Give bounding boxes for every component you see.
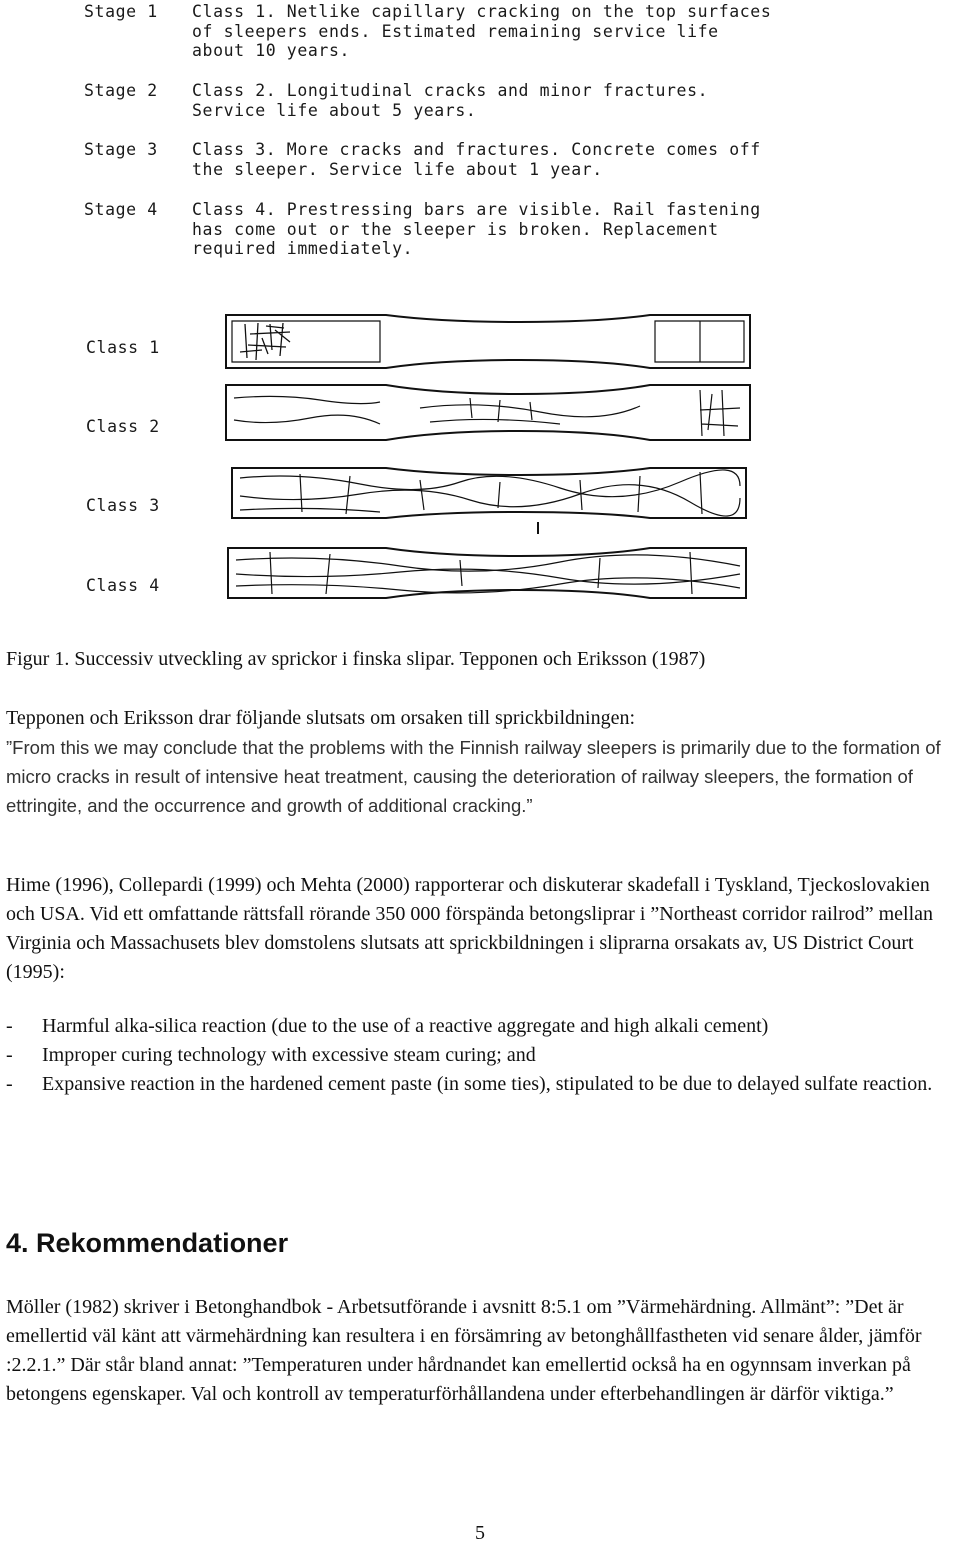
paragraph-case-reports: Hime (1996), Collepardi (1999) och Mehta (2000) rapporterar och diskuterar skadefall i Tyskland, Tjeckoslovakien och USA. Vid ett omfattande rättsfall rörande 350 000 förspända betongsliprar i ”Northeast corridor railrod” mellan Virginia och Massachusets blev domstolens slutsats att sprickbildningen i sliprarna orsakats av, US District Court (1995):	[6, 874, 934, 983]
stage-label: Stage 4	[84, 200, 158, 219]
stage-label: Stage 1	[84, 2, 158, 21]
class-label: Class 3	[86, 496, 160, 515]
cause-list	[6, 1012, 956, 1099]
stage-description: Class 4. Prestressing bars are visible. Rail fastening has come out or the sleeper is broken. Replacement required immediately.	[192, 200, 761, 258]
class-label: Class 4	[86, 576, 160, 595]
list-item-text: Expansive reaction in the hardened cement paste (in some ties), stipulated to be due to delayed sulfate reaction.	[42, 1073, 933, 1095]
stage-description: Class 1. Netlike capillary cracking on the top surfaces of sleepers ends. Estimated remaining service life about 10 years.	[192, 2, 772, 60]
english-quote: ”From this we may conclude that the problems with the Finnish railway sleepers is primarily due to the formation of micro cracks in result of intensive heat treatment, causing the deterioration of railway sleepers, the formation of ettringite, and the occurrence and growth of additional cracking.”	[6, 737, 941, 816]
stage-description: Class 2. Longitudinal cracks and minor fractures. Service life about 5 years.	[192, 81, 709, 120]
list-item	[6, 1041, 956, 1070]
paragraph-conclusion	[6, 704, 956, 820]
page-number: 5	[475, 1522, 485, 1544]
figure-caption: Figur 1. Successiv utveckling av sprickor i finska slipar. Tepponen och Eriksson (1987)	[6, 648, 706, 670]
sleeper-class-4	[228, 548, 746, 598]
section-heading: 4. Rekommendationer	[6, 1228, 289, 1258]
sleeper-sketches	[0, 290, 960, 620]
class-label: Class 1	[86, 338, 160, 357]
paragraph-recommendations: Möller (1982) skriver i Betonghandbok - Arbetsutförande i avsnitt 8:5.1 om ”Värmehärdning. Allmänt”: ”Det är emellertid väl känt att värmehärdning kan resultera i en försämring av betonghållfastheten vid senare ålder, jämför :2.2.1.” Där står bland annat: ”Temperaturen under hårdnandet kan emellertid också ha en ogynnsam inverkan på betongens egenskaper. Val och kontroll av temperaturförhållandena under efterbehandlingen är därför viktiga.”	[6, 1296, 922, 1405]
list-marker: -	[6, 1073, 13, 1095]
list-marker: -	[6, 1015, 13, 1037]
sleeper-class-1	[226, 315, 750, 368]
class-label: Class 2	[86, 417, 160, 436]
sleeper-class-3	[232, 468, 746, 534]
stage-label: Stage 3	[84, 140, 158, 159]
stage-description: Class 3. More cracks and fractures. Concrete comes off the sleeper. Service life about 1 year.	[192, 140, 761, 179]
list-item	[6, 1012, 956, 1041]
list-item-text: Improper curing technology with excessive steam curing; and	[42, 1044, 536, 1066]
paragraph-intro: Tepponen och Eriksson drar följande slutsats om orsaken till sprickbildningen:	[6, 707, 636, 729]
stage-label: Stage 2	[84, 81, 158, 100]
sleeper-crack-figure	[0, 290, 960, 620]
list-item-text: Harmful alka-silica reaction (due to the use of a reactive aggregate and high alkali cement)	[42, 1015, 769, 1037]
list-item	[6, 1070, 956, 1099]
list-marker: -	[6, 1044, 13, 1066]
sleeper-class-2	[226, 385, 750, 440]
